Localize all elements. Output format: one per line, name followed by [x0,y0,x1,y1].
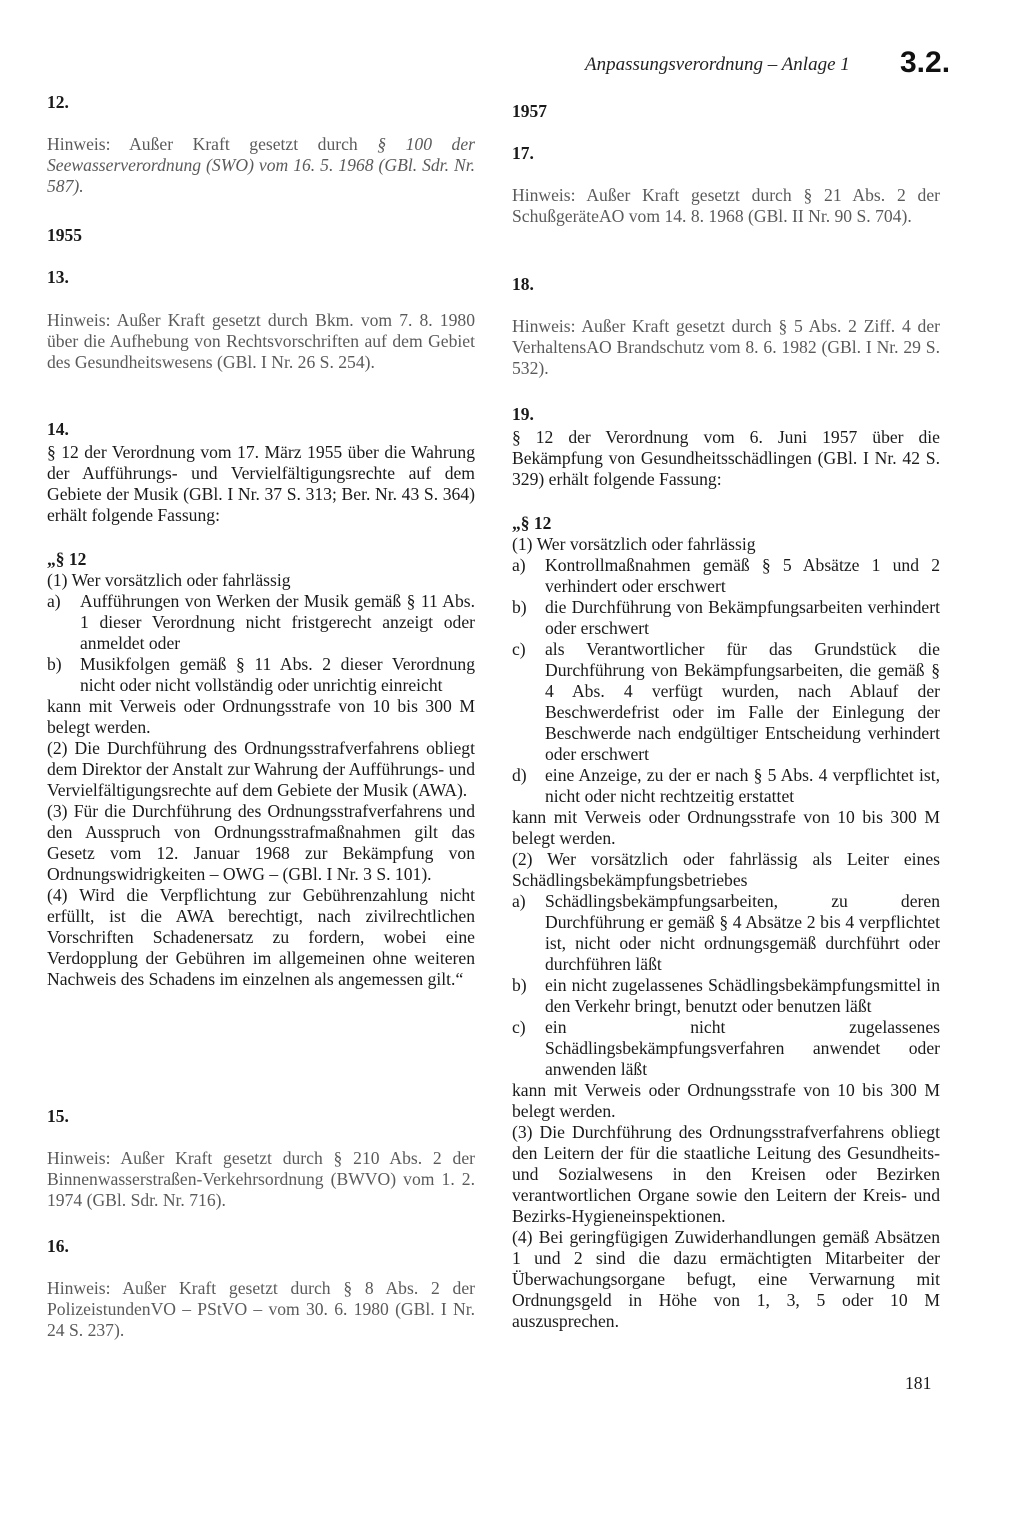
entry-14-p2: (2) Die Durchführung des Ordnungsstrafverfahrens obliegt dem Direktor der Anstalt zur Wahrung der Aufführungs- und Vervielfältigungsrechte auf dem Gebiete der Musik (AWA). [47,738,475,800]
entry-19-body [512,427,940,1332]
entry-19-p1: (1) Wer vorsätzlich oder fahrlässig [512,534,756,554]
entry-14-p3: (3) Für die Durchführung des Ordnungsstrafverfahrens und den Ausspruch von Ordnungsstrafmaßnahmen gilt das Gesetz vom 12. Januar 1968 zur Bekämpfung von Ordnungswidrigkeiten – OWG – (GBl. I Nr. 3 S. 101). [47,801,475,884]
entry-19-item-a2: a) Schädlingsbekämpfungsarbeiten, zu deren Durchführung er gemäß § 4 Absätze 2 bis 4 verpflichtet ist, nicht oder nicht ordnungsgemäß durchführt oder durchführen läßt [512,891,940,974]
entry-14-penalty: kann mit Verweis oder Ordnungsstrafe von 10 bis 300 M belegt werden. [47,696,475,737]
entry-19-penalty-1: kann mit Verweis oder Ordnungsstrafe von 10 bis 300 M belegt werden. [512,807,940,848]
entry-18-hint: Hinweis: Außer Kraft gesetzt durch § 5 Abs. 2 Ziff. 4 der VerhaltensAO Brandschutz vom 8. 6. 1982 (GBl. I Nr. 29 S. 532). [512,316,940,378]
entry-19-p3: (3) Die Durchführung des Ordnungsstrafverfahrens obliegt den Leitern der für die staatliche Leitung des Gesundheits- und Sozialwesens in den Kreisen oder Bezirken verantwortlichen Organe sowie den Leitern der Kreis- und Bezirks-Hygieneinspektionen. [512,1122,940,1226]
entry-19-item-d1: d) eine Anzeige, zu der er nach § 5 Abs. 4 verpflichtet ist, nicht oder nicht rechtzeitig erstattet [512,765,940,806]
entry-18-number: 18. [512,274,534,294]
entry-19-item-b2: b) ein nicht zugelassenes Schädlingsbekämpfungsmittel in den Verkehr bringt, benutzt oder benutzen läßt [512,975,940,1016]
entry-13-hint: Hinweis: Außer Kraft gesetzt durch Bkm. vom 7. 8. 1980 über die Aufhebung von Rechtsvorschriften auf dem Gebiet des Gesundheitswesens (GBl. I Nr. 26 S. 254). [47,310,475,372]
entry-14-number: 14. [47,419,69,439]
entry-13-number: 13. [47,267,69,287]
entry-16-hint: Hinweis: Außer Kraft gesetzt durch § 8 Abs. 2 der PolizeistundenVO – PStVO – vom 30. 6. 1980 (GBl. I Nr. 24 S. 237). [47,1278,475,1340]
year-heading-1957: 1957 [512,101,547,121]
entry-19-item-c1: c) als Verantwortlicher für das Grundstück die Durchführung von Bekämpfungsarbeiten, die gemäß § 4 Abs. 4 verfügt wurden, nach Ablauf der Beschwerdefrist oder im Falle der Einlegung der Beschwerde nach endgültiger Entscheidung verhindert oder erschwert [512,639,940,764]
section-number: 3.2. [900,46,951,79]
entry-19-penalty-2: kann mit Verweis oder Ordnungsstrafe von 10 bis 300 M belegt werden. [512,1080,940,1121]
entry-15-number: 15. [47,1106,69,1126]
entry-12-number: 12. [47,92,69,112]
entry-12-hint: Hinweis: Außer Kraft gesetzt durch § 100 der Seewasserverordnung (SWO) vom 16. 5. 1968 (GBl. Sdr. Nr. 587). [47,134,476,196]
entry-19-intro: § 12 der Verordnung vom 6. Juni 1957 über die Bekämpfung von Gesundheitsschädlingen (GBl. I Nr. 42 S. 329) erhält folgende Fassung: [512,427,940,489]
entry-19-p4: (4) Bei geringfügigen Zuwiderhandlungen gemäß Absätzen 1 und 2 sind die dazu ermächtigten Mitarbeiter der Überwachungsorgane befugt, eine Verwarnung mit Ordnungsgeld in Höhe von 1, 3, 5 oder 10 M auszusprechen. [512,1227,940,1331]
entry-19-item-b1: b) die Durchführung von Bekämpfungsarbeiten verhindert oder erschwert [512,597,940,638]
entry-14-para-heading: „§ 12 [47,549,87,569]
entry-19-item-a1: a) Kontrollmaßnahmen gemäß § 5 Absätze 1 und 2 verhindert oder erschwert [512,555,940,596]
entry-14-intro: § 12 der Verordnung vom 17. März 1955 über die Wahrung der Aufführungs- und Vervielfältigungsrechte auf dem Gebiete der Musik (GBl. I Nr. 37 S. 313; Ber. Nr. 43 S. 364) erhält folgende Fassung: [47,442,475,525]
entry-19-number: 19. [512,404,534,424]
entry-14-item-b: b) Musikfolgen gemäß § 11 Abs. 2 dieser Verordnung nicht oder nicht vollständig oder unrichtig einreicht [47,654,475,695]
entry-14-item-a: a) Aufführungen von Werken der Musik gemäß § 11 Abs. 1 dieser Verordnung nicht fristgerecht anzeigt oder anmeldet oder [47,591,475,653]
entry-17-hint: Hinweis: Außer Kraft gesetzt durch § 21 Abs. 2 der SchußgeräteAO vom 14. 8. 1968 (GBl. II Nr. 90 S. 704). [512,185,940,226]
entry-15-hint: Hinweis: Außer Kraft gesetzt durch § 210 Abs. 2 der Binnenwasserstraßen-Verkehrsordnung (BWVO) vom 1. 2. 1974 (GBl. Sdr. Nr. 716). [47,1148,475,1210]
entry-19-para-heading: „§ 12 [512,513,552,533]
entry-17-number: 17. [512,143,534,163]
running-header-title: Anpassungsverordnung – Anlage 1 [585,54,850,75]
entry-19-item-c2: c) ein nicht zugelassenes Schädlingsbekämpfungsverfahren anwendet oder anwenden läßt [512,1017,940,1079]
page-number: 181 [905,1373,932,1393]
entry-19-p2: (2) Wer vorsätzlich oder fahrlässig als Leiter eines Schädlingsbekämpfungsbetriebes [512,849,940,890]
entry-16-number: 16. [47,1236,69,1256]
year-heading-1955: 1955 [47,225,82,245]
entry-14-p4: (4) Wird die Verpflichtung zur Gebührenzahlung nicht erfüllt, ist die AWA berechtigt, nach zivilrechtlichen Vorschriften Schadenersatz zu fordern, wobei eine Verdopplung der Gebühren im allgemeinen ohne weiteren Nachweis des Schadens im einzelnen als angemessen gilt.“ [47,885,475,989]
entry-14-p1: (1) Wer vorsätzlich oder fahrlässig [47,570,291,590]
entry-12-hint-reference: § 100 der Seewasserverordnung (SWO) vom 16. 5. 1968 (GBl. Sdr. Nr. 587). [47,134,476,196]
entry-14-body [47,442,475,990]
